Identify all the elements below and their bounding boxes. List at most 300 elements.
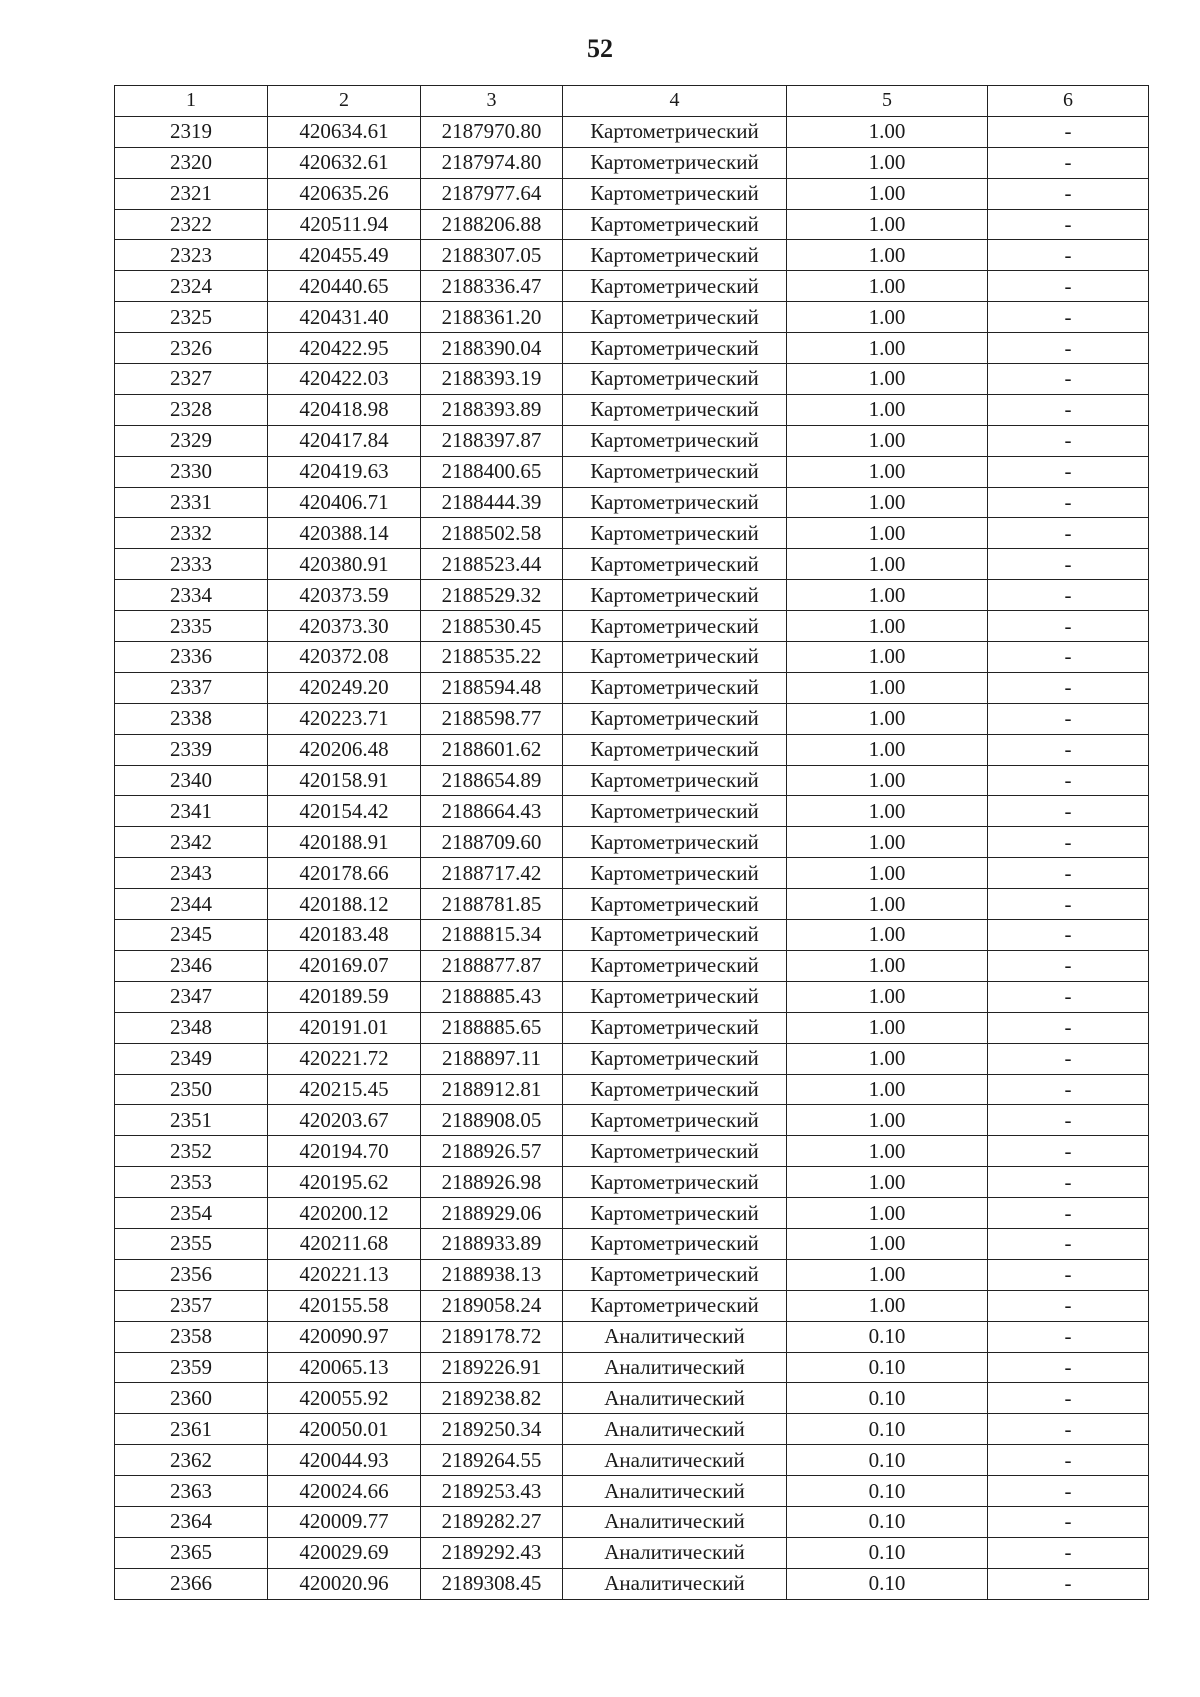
table-row: [115, 1136, 1149, 1167]
point-number-cell: 2324: [115, 271, 268, 302]
method-cell: Картометрический: [563, 364, 787, 395]
table-row: [115, 920, 1149, 951]
x-coordinate-cell: 420188.12: [268, 889, 421, 920]
y-coordinate-cell: 2188594.48: [421, 672, 563, 703]
method-cell: Картометрический: [563, 1228, 787, 1259]
table-row: [115, 1568, 1149, 1599]
note-cell: -: [988, 1105, 1149, 1136]
table-row: [115, 487, 1149, 518]
y-coordinate-cell: 2188926.57: [421, 1136, 563, 1167]
method-cell: Аналитический: [563, 1321, 787, 1352]
column-header: 5: [787, 86, 988, 117]
method-cell: Картометрический: [563, 580, 787, 611]
table-row: [115, 1445, 1149, 1476]
point-number-cell: 2319: [115, 116, 268, 147]
accuracy-cell: 1.00: [787, 765, 988, 796]
x-coordinate-cell: 420206.48: [268, 734, 421, 765]
method-cell: Картометрический: [563, 1105, 787, 1136]
table-row: [115, 642, 1149, 673]
y-coordinate-cell: 2188361.20: [421, 302, 563, 333]
method-cell: Аналитический: [563, 1414, 787, 1445]
note-cell: -: [988, 271, 1149, 302]
point-number-cell: 2349: [115, 1043, 268, 1074]
note-cell: -: [988, 611, 1149, 642]
x-coordinate-cell: 420419.63: [268, 456, 421, 487]
note-cell: -: [988, 240, 1149, 271]
y-coordinate-cell: 2188897.11: [421, 1043, 563, 1074]
method-cell: Картометрический: [563, 611, 787, 642]
point-number-cell: 2364: [115, 1506, 268, 1537]
point-number-cell: 2351: [115, 1105, 268, 1136]
table-row: [115, 178, 1149, 209]
method-cell: Картометрический: [563, 487, 787, 518]
method-cell: Картометрический: [563, 1198, 787, 1229]
y-coordinate-cell: 2188709.60: [421, 827, 563, 858]
point-number-cell: 2359: [115, 1352, 268, 1383]
y-coordinate-cell: 2187970.80: [421, 116, 563, 147]
y-coordinate-cell: 2189253.43: [421, 1476, 563, 1507]
method-cell: Картометрический: [563, 1167, 787, 1198]
x-coordinate-cell: 420221.72: [268, 1043, 421, 1074]
note-cell: -: [988, 827, 1149, 858]
x-coordinate-cell: 420029.69: [268, 1537, 421, 1568]
accuracy-cell: 1.00: [787, 116, 988, 147]
table-row: [115, 796, 1149, 827]
accuracy-cell: 0.10: [787, 1506, 988, 1537]
table-row: [115, 240, 1149, 271]
accuracy-cell: 1.00: [787, 827, 988, 858]
note-cell: -: [988, 950, 1149, 981]
accuracy-cell: 1.00: [787, 950, 988, 981]
note-cell: -: [988, 1074, 1149, 1105]
method-cell: Аналитический: [563, 1383, 787, 1414]
method-cell: Аналитический: [563, 1568, 787, 1599]
point-number-cell: 2327: [115, 364, 268, 395]
y-coordinate-cell: 2188393.19: [421, 364, 563, 395]
method-cell: Аналитический: [563, 1476, 787, 1507]
note-cell: -: [988, 147, 1149, 178]
accuracy-cell: 1.00: [787, 549, 988, 580]
note-cell: -: [988, 1568, 1149, 1599]
point-number-cell: 2331: [115, 487, 268, 518]
accuracy-cell: 1.00: [787, 1198, 988, 1229]
table-row: [115, 1352, 1149, 1383]
accuracy-cell: 1.00: [787, 1228, 988, 1259]
accuracy-cell: 1.00: [787, 456, 988, 487]
x-coordinate-cell: 420215.45: [268, 1074, 421, 1105]
method-cell: Картометрический: [563, 456, 787, 487]
method-cell: Картометрический: [563, 425, 787, 456]
method-cell: Картометрический: [563, 672, 787, 703]
point-number-cell: 2342: [115, 827, 268, 858]
x-coordinate-cell: 420221.13: [268, 1259, 421, 1290]
accuracy-cell: 0.10: [787, 1321, 988, 1352]
y-coordinate-cell: 2188815.34: [421, 920, 563, 951]
table-row: [115, 950, 1149, 981]
method-cell: Картометрический: [563, 302, 787, 333]
point-number-cell: 2325: [115, 302, 268, 333]
y-coordinate-cell: 2188885.43: [421, 981, 563, 1012]
x-coordinate-cell: 420417.84: [268, 425, 421, 456]
point-number-cell: 2329: [115, 425, 268, 456]
x-coordinate-cell: 420020.96: [268, 1568, 421, 1599]
y-coordinate-cell: 2188908.05: [421, 1105, 563, 1136]
table-row: [115, 734, 1149, 765]
note-cell: -: [988, 981, 1149, 1012]
method-cell: Картометрический: [563, 240, 787, 271]
x-coordinate-cell: 420203.67: [268, 1105, 421, 1136]
table-row: [115, 1259, 1149, 1290]
y-coordinate-cell: 2189282.27: [421, 1506, 563, 1537]
x-coordinate-cell: 420155.58: [268, 1290, 421, 1321]
method-cell: Картометрический: [563, 518, 787, 549]
point-number-cell: 2354: [115, 1198, 268, 1229]
table-row: [115, 209, 1149, 240]
table-row: [115, 1506, 1149, 1537]
table-row: [115, 1167, 1149, 1198]
table-row: [115, 302, 1149, 333]
accuracy-cell: 1.00: [787, 796, 988, 827]
note-cell: -: [988, 1321, 1149, 1352]
method-cell: Аналитический: [563, 1352, 787, 1383]
note-cell: -: [988, 1259, 1149, 1290]
method-cell: Картометрический: [563, 858, 787, 889]
page-number: 52: [587, 34, 613, 63]
accuracy-cell: 1.00: [787, 209, 988, 240]
point-number-cell: 2355: [115, 1228, 268, 1259]
column-header: 2: [268, 86, 421, 117]
point-number-cell: 2328: [115, 394, 268, 425]
point-number-cell: 2362: [115, 1445, 268, 1476]
y-coordinate-cell: 2188654.89: [421, 765, 563, 796]
note-cell: -: [988, 1167, 1149, 1198]
x-coordinate-cell: 420223.71: [268, 703, 421, 734]
note-cell: -: [988, 518, 1149, 549]
y-coordinate-cell: 2188307.05: [421, 240, 563, 271]
note-cell: -: [988, 703, 1149, 734]
accuracy-cell: 0.10: [787, 1476, 988, 1507]
note-cell: -: [988, 889, 1149, 920]
method-cell: Картометрический: [563, 1043, 787, 1074]
accuracy-cell: 1.00: [787, 703, 988, 734]
table-row: [115, 1012, 1149, 1043]
table-row: [115, 827, 1149, 858]
accuracy-cell: 1.00: [787, 487, 988, 518]
accuracy-cell: 1.00: [787, 333, 988, 364]
x-coordinate-cell: 420044.93: [268, 1445, 421, 1476]
table-row: [115, 1414, 1149, 1445]
point-number-cell: 2340: [115, 765, 268, 796]
table-row: [115, 1198, 1149, 1229]
x-coordinate-cell: 420634.61: [268, 116, 421, 147]
x-coordinate-cell: 420632.61: [268, 147, 421, 178]
y-coordinate-cell: 2188664.43: [421, 796, 563, 827]
x-coordinate-cell: 420050.01: [268, 1414, 421, 1445]
y-coordinate-cell: 2189292.43: [421, 1537, 563, 1568]
note-cell: -: [988, 1012, 1149, 1043]
x-coordinate-cell: 420431.40: [268, 302, 421, 333]
y-coordinate-cell: 2188781.85: [421, 889, 563, 920]
note-cell: -: [988, 1043, 1149, 1074]
point-number-cell: 2361: [115, 1414, 268, 1445]
method-cell: Картометрический: [563, 147, 787, 178]
table-row: [115, 116, 1149, 147]
note-cell: -: [988, 1136, 1149, 1167]
x-coordinate-cell: 420406.71: [268, 487, 421, 518]
y-coordinate-cell: 2187977.64: [421, 178, 563, 209]
y-coordinate-cell: 2188523.44: [421, 549, 563, 580]
x-coordinate-cell: 420373.30: [268, 611, 421, 642]
point-number-cell: 2356: [115, 1259, 268, 1290]
table-row: [115, 1383, 1149, 1414]
y-coordinate-cell: 2188444.39: [421, 487, 563, 518]
accuracy-cell: 1.00: [787, 1074, 988, 1105]
method-cell: Картометрический: [563, 642, 787, 673]
method-cell: Картометрический: [563, 549, 787, 580]
accuracy-cell: 1.00: [787, 1136, 988, 1167]
point-number-cell: 2343: [115, 858, 268, 889]
table-row: [115, 1537, 1149, 1568]
method-cell: Картометрический: [563, 394, 787, 425]
table-row: [115, 271, 1149, 302]
accuracy-cell: 0.10: [787, 1568, 988, 1599]
point-number-cell: 2353: [115, 1167, 268, 1198]
table-row: [115, 1043, 1149, 1074]
accuracy-cell: 1.00: [787, 858, 988, 889]
x-coordinate-cell: 420422.95: [268, 333, 421, 364]
accuracy-cell: 1.00: [787, 302, 988, 333]
table-row: [115, 580, 1149, 611]
x-coordinate-cell: 420009.77: [268, 1506, 421, 1537]
point-number-cell: 2334: [115, 580, 268, 611]
point-number-cell: 2326: [115, 333, 268, 364]
table-row: [115, 1290, 1149, 1321]
y-coordinate-cell: 2188530.45: [421, 611, 563, 642]
x-coordinate-cell: 420388.14: [268, 518, 421, 549]
y-coordinate-cell: 2188400.65: [421, 456, 563, 487]
accuracy-cell: 1.00: [787, 1043, 988, 1074]
x-coordinate-cell: 420372.08: [268, 642, 421, 673]
note-cell: -: [988, 1414, 1149, 1445]
table-row: [115, 765, 1149, 796]
table-body: [115, 116, 1149, 1599]
column-header: 3: [421, 86, 563, 117]
y-coordinate-cell: 2187974.80: [421, 147, 563, 178]
table-row: [115, 518, 1149, 549]
note-cell: -: [988, 672, 1149, 703]
y-coordinate-cell: 2188393.89: [421, 394, 563, 425]
note-cell: -: [988, 580, 1149, 611]
point-number-cell: 2350: [115, 1074, 268, 1105]
y-coordinate-cell: 2188912.81: [421, 1074, 563, 1105]
table-row: [115, 549, 1149, 580]
note-cell: -: [988, 1445, 1149, 1476]
note-cell: -: [988, 920, 1149, 951]
accuracy-cell: 1.00: [787, 1105, 988, 1136]
note-cell: -: [988, 394, 1149, 425]
accuracy-cell: 1.00: [787, 920, 988, 951]
method-cell: Картометрический: [563, 271, 787, 302]
x-coordinate-cell: 420188.91: [268, 827, 421, 858]
y-coordinate-cell: 2188502.58: [421, 518, 563, 549]
y-coordinate-cell: 2188390.04: [421, 333, 563, 364]
accuracy-cell: 0.10: [787, 1414, 988, 1445]
x-coordinate-cell: 420211.68: [268, 1228, 421, 1259]
y-coordinate-cell: 2188717.42: [421, 858, 563, 889]
point-number-cell: 2357: [115, 1290, 268, 1321]
point-number-cell: 2344: [115, 889, 268, 920]
point-number-cell: 2341: [115, 796, 268, 827]
table-row: [115, 611, 1149, 642]
y-coordinate-cell: 2188926.98: [421, 1167, 563, 1198]
point-number-cell: 2345: [115, 920, 268, 951]
note-cell: -: [988, 858, 1149, 889]
table-row: [115, 456, 1149, 487]
note-cell: -: [988, 302, 1149, 333]
column-header: 1: [115, 86, 268, 117]
method-cell: Картометрический: [563, 889, 787, 920]
accuracy-cell: 1.00: [787, 364, 988, 395]
point-number-cell: 2323: [115, 240, 268, 271]
x-coordinate-cell: 420169.07: [268, 950, 421, 981]
point-number-cell: 2320: [115, 147, 268, 178]
accuracy-cell: 1.00: [787, 642, 988, 673]
accuracy-cell: 1.00: [787, 425, 988, 456]
accuracy-cell: 1.00: [787, 147, 988, 178]
accuracy-cell: 1.00: [787, 518, 988, 549]
table-row: [115, 364, 1149, 395]
column-header: 6: [988, 86, 1149, 117]
y-coordinate-cell: 2189308.45: [421, 1568, 563, 1599]
point-number-cell: 2365: [115, 1537, 268, 1568]
note-cell: -: [988, 1537, 1149, 1568]
x-coordinate-cell: 420024.66: [268, 1476, 421, 1507]
accuracy-cell: 0.10: [787, 1352, 988, 1383]
x-coordinate-cell: 420183.48: [268, 920, 421, 951]
y-coordinate-cell: 2188929.06: [421, 1198, 563, 1229]
table-row: [115, 147, 1149, 178]
point-number-cell: 2337: [115, 672, 268, 703]
note-cell: -: [988, 116, 1149, 147]
y-coordinate-cell: 2188933.89: [421, 1228, 563, 1259]
accuracy-cell: 0.10: [787, 1383, 988, 1414]
method-cell: Картометрический: [563, 209, 787, 240]
accuracy-cell: 1.00: [787, 394, 988, 425]
accuracy-cell: 1.00: [787, 1167, 988, 1198]
y-coordinate-cell: 2188877.87: [421, 950, 563, 981]
point-number-cell: 2330: [115, 456, 268, 487]
point-number-cell: 2352: [115, 1136, 268, 1167]
x-coordinate-cell: 420154.42: [268, 796, 421, 827]
method-cell: Картометрический: [563, 1074, 787, 1105]
note-cell: -: [988, 425, 1149, 456]
note-cell: -: [988, 487, 1149, 518]
point-number-cell: 2322: [115, 209, 268, 240]
method-cell: Картометрический: [563, 981, 787, 1012]
table-row: [115, 672, 1149, 703]
table-row: [115, 1105, 1149, 1136]
table-row: [115, 333, 1149, 364]
method-cell: Картометрический: [563, 116, 787, 147]
method-cell: Картометрический: [563, 734, 787, 765]
x-coordinate-cell: 420200.12: [268, 1198, 421, 1229]
x-coordinate-cell: 420380.91: [268, 549, 421, 580]
point-number-cell: 2360: [115, 1383, 268, 1414]
column-header: 4: [563, 86, 787, 117]
accuracy-cell: 1.00: [787, 611, 988, 642]
y-coordinate-cell: 2188601.62: [421, 734, 563, 765]
point-number-cell: 2335: [115, 611, 268, 642]
accuracy-cell: 1.00: [787, 271, 988, 302]
accuracy-cell: 1.00: [787, 580, 988, 611]
x-coordinate-cell: 420373.59: [268, 580, 421, 611]
method-cell: Аналитический: [563, 1537, 787, 1568]
note-cell: -: [988, 734, 1149, 765]
point-number-cell: 2332: [115, 518, 268, 549]
note-cell: -: [988, 796, 1149, 827]
accuracy-cell: 1.00: [787, 1012, 988, 1043]
y-coordinate-cell: 2189178.72: [421, 1321, 563, 1352]
table-row: [115, 889, 1149, 920]
table-row: [115, 981, 1149, 1012]
point-number-cell: 2321: [115, 178, 268, 209]
accuracy-cell: 1.00: [787, 1290, 988, 1321]
method-cell: Картометрический: [563, 827, 787, 858]
method-cell: Картометрический: [563, 950, 787, 981]
y-coordinate-cell: 2188397.87: [421, 425, 563, 456]
point-number-cell: 2333: [115, 549, 268, 580]
note-cell: -: [988, 209, 1149, 240]
y-coordinate-cell: 2189264.55: [421, 1445, 563, 1476]
point-number-cell: 2348: [115, 1012, 268, 1043]
note-cell: -: [988, 1290, 1149, 1321]
x-coordinate-cell: 420195.62: [268, 1167, 421, 1198]
note-cell: -: [988, 1506, 1149, 1537]
table-row: [115, 1074, 1149, 1105]
accuracy-cell: 1.00: [787, 178, 988, 209]
accuracy-cell: 0.10: [787, 1537, 988, 1568]
x-coordinate-cell: 420178.66: [268, 858, 421, 889]
x-coordinate-cell: 420065.13: [268, 1352, 421, 1383]
point-number-cell: 2336: [115, 642, 268, 673]
y-coordinate-cell: 2188336.47: [421, 271, 563, 302]
table-row: [115, 703, 1149, 734]
x-coordinate-cell: 420635.26: [268, 178, 421, 209]
x-coordinate-cell: 420249.20: [268, 672, 421, 703]
note-cell: -: [988, 178, 1149, 209]
x-coordinate-cell: 420422.03: [268, 364, 421, 395]
x-coordinate-cell: 420158.91: [268, 765, 421, 796]
point-number-cell: 2366: [115, 1568, 268, 1599]
point-number-cell: 2347: [115, 981, 268, 1012]
table-row: [115, 1321, 1149, 1352]
y-coordinate-cell: 2189226.91: [421, 1352, 563, 1383]
y-coordinate-cell: 2188938.13: [421, 1259, 563, 1290]
point-number-cell: 2339: [115, 734, 268, 765]
note-cell: -: [988, 765, 1149, 796]
method-cell: Картометрический: [563, 796, 787, 827]
method-cell: Картометрический: [563, 703, 787, 734]
method-cell: Картометрический: [563, 765, 787, 796]
method-cell: Аналитический: [563, 1506, 787, 1537]
x-coordinate-cell: 420189.59: [268, 981, 421, 1012]
note-cell: -: [988, 642, 1149, 673]
table-row: [115, 1228, 1149, 1259]
note-cell: -: [988, 1228, 1149, 1259]
note-cell: -: [988, 1198, 1149, 1229]
accuracy-cell: 1.00: [787, 981, 988, 1012]
x-coordinate-cell: 420440.65: [268, 271, 421, 302]
